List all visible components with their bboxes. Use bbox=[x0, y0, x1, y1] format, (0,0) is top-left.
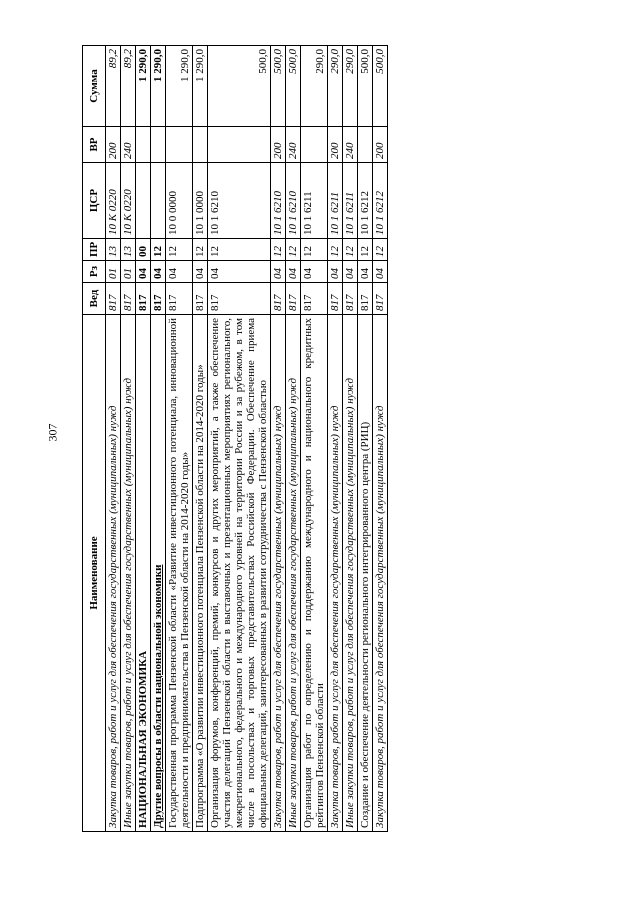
cell-csr: 10 1 6210 bbox=[271, 163, 286, 239]
cell-name: Государственная программа Пензенской области «Развитие инвестиционного потенциала, инновационной деятельности и предпринимательства в Пензенской области на 2014-2020 годы» bbox=[166, 315, 193, 832]
cell-ved: 817 bbox=[373, 283, 388, 315]
cell-sum: 1 290,0 bbox=[193, 46, 208, 127]
cell-vr bbox=[136, 127, 151, 163]
table-row bbox=[271, 46, 286, 832]
cell-vr: 240 bbox=[286, 127, 301, 163]
cell-vr: 200 bbox=[373, 127, 388, 163]
cell-pr: 12 bbox=[358, 239, 373, 261]
page-number: 307 bbox=[45, 423, 60, 442]
cell-pr: 12 bbox=[373, 239, 388, 261]
cell-ved: 817 bbox=[328, 283, 343, 315]
header-vr: ВР bbox=[83, 127, 106, 163]
cell-name: Закупка товаров, работ и услуг для обеспечения государственных (муниципальных) нужд bbox=[373, 315, 388, 832]
cell-ved: 817 bbox=[106, 283, 121, 315]
cell-name: Другие вопросы в области национальной экономики bbox=[151, 315, 166, 832]
cell-pr: 12 bbox=[328, 239, 343, 261]
budget-table bbox=[82, 45, 388, 832]
table-row bbox=[301, 46, 328, 832]
cell-ved: 817 bbox=[121, 283, 136, 315]
cell-ved: 817 bbox=[358, 283, 373, 315]
cell-vr bbox=[151, 127, 166, 163]
header-csr: ЦСР bbox=[83, 163, 106, 239]
cell-name: Организация форумов, конференций, премий, конкурсов и других мероприятий, а также обеспечение участия делегаций Пензенской области в выставочных и презентационных мероприятиях регионального, межрегионального, федерального и международного уровней на территории России и за рубежом, в том числе в посольствах и торговых представительствах Российской Федерации. Обеспечение приема официальных делегаций, заинтересованных в развитии сотрудничества с Пензенской областью bbox=[208, 315, 271, 832]
cell-pr: 12 bbox=[301, 239, 328, 261]
table-row bbox=[373, 46, 388, 832]
cell-rz: 04 bbox=[136, 261, 151, 283]
table-row bbox=[151, 46, 166, 832]
header-pr: ПР bbox=[83, 239, 106, 261]
cell-name: Иные закупки товаров, работ и услуг для обеспечения государственных (муниципальных) нужд bbox=[286, 315, 301, 832]
cell-rz: 04 bbox=[166, 261, 193, 283]
cell-sum: 290,0 bbox=[328, 46, 343, 127]
cell-csr: 10 0 0000 bbox=[166, 163, 193, 239]
cell-vr bbox=[208, 127, 271, 163]
cell-csr: 10 1 6212 bbox=[358, 163, 373, 239]
cell-sum: 500,0 bbox=[358, 46, 373, 127]
cell-sum: 290,0 bbox=[301, 46, 328, 127]
cell-sum: 1 290,0 bbox=[136, 46, 151, 127]
cell-csr: 10 1 6211 bbox=[328, 163, 343, 239]
cell-name: Закупка товаров, работ и услуг для обеспечения государственных (муниципальных) нужд bbox=[271, 315, 286, 832]
table-row bbox=[328, 46, 343, 832]
cell-vr: 240 bbox=[121, 127, 136, 163]
header-name: Наименование bbox=[83, 315, 106, 832]
cell-pr: 12 bbox=[193, 239, 208, 261]
cell-csr: 10 1 6210 bbox=[286, 163, 301, 239]
header-ved: Вед bbox=[83, 283, 106, 315]
header-row bbox=[83, 46, 106, 832]
cell-sum: 500,0 bbox=[286, 46, 301, 127]
cell-rz: 04 bbox=[193, 261, 208, 283]
cell-rz: 04 bbox=[301, 261, 328, 283]
cell-csr: 10 К 0220 bbox=[121, 163, 136, 239]
cell-name: Закупка товаров, работ и услуг для обеспечения государственных (муниципальных) нужд bbox=[106, 315, 121, 832]
cell-sum: 1 290,0 bbox=[151, 46, 166, 127]
cell-name: НАЦИОНАЛЬНАЯ ЭКОНОМИКА bbox=[136, 315, 151, 832]
cell-csr: 10 1 6210 bbox=[208, 163, 271, 239]
cell-ved: 817 bbox=[301, 283, 328, 315]
table-row bbox=[136, 46, 151, 832]
cell-ved: 817 bbox=[151, 283, 166, 315]
cell-name: Организация работ по определению и поддержанию международного и национального кредитных рейтингов Пензенской области bbox=[301, 315, 328, 832]
cell-sum: 500,0 bbox=[373, 46, 388, 127]
cell-name: Создание и обеспечение деятельности регионального интегрированного центра (РИЦ) bbox=[358, 315, 373, 832]
table-row bbox=[106, 46, 121, 832]
cell-sum: 500,0 bbox=[271, 46, 286, 127]
cell-rz: 04 bbox=[328, 261, 343, 283]
cell-rz: 01 bbox=[121, 261, 136, 283]
cell-rz: 04 bbox=[373, 261, 388, 283]
cell-ved: 817 bbox=[136, 283, 151, 315]
cell-vr bbox=[301, 127, 328, 163]
cell-pr: 12 bbox=[271, 239, 286, 261]
table-row bbox=[358, 46, 373, 832]
cell-name: Иные закупки товаров, работ и услуг для обеспечения государственных (муниципальных) нужд bbox=[343, 315, 358, 832]
cell-pr: 12 bbox=[208, 239, 271, 261]
table-row bbox=[343, 46, 358, 832]
table-row bbox=[193, 46, 208, 832]
cell-ved: 817 bbox=[271, 283, 286, 315]
cell-pr: 12 bbox=[166, 239, 193, 261]
cell-rz: 04 bbox=[151, 261, 166, 283]
cell-pr: 13 bbox=[121, 239, 136, 261]
cell-csr bbox=[151, 163, 166, 239]
cell-vr bbox=[358, 127, 373, 163]
table-row bbox=[286, 46, 301, 832]
cell-csr: 10 К 0220 bbox=[106, 163, 121, 239]
cell-rz: 04 bbox=[343, 261, 358, 283]
cell-pr: 12 bbox=[343, 239, 358, 261]
cell-ved: 817 bbox=[343, 283, 358, 315]
cell-name: Закупка товаров, работ и услуг для обеспечения государственных (муниципальных) нужд bbox=[328, 315, 343, 832]
cell-rz: 04 bbox=[286, 261, 301, 283]
cell-sum: 89,2 bbox=[106, 46, 121, 127]
cell-vr: 200 bbox=[271, 127, 286, 163]
cell-pr: 12 bbox=[151, 239, 166, 261]
cell-name: Иные закупки товаров, работ и услуг для обеспечения государственных (муниципальных) нужд bbox=[121, 315, 136, 832]
cell-rz: 04 bbox=[271, 261, 286, 283]
cell-vr bbox=[193, 127, 208, 163]
cell-rz: 04 bbox=[208, 261, 271, 283]
header-rz: Рз bbox=[83, 261, 106, 283]
table-body bbox=[106, 46, 388, 832]
cell-pr: 12 bbox=[286, 239, 301, 261]
cell-vr: 200 bbox=[328, 127, 343, 163]
cell-pr: 00 bbox=[136, 239, 151, 261]
cell-ved: 817 bbox=[166, 283, 193, 315]
cell-rz: 04 bbox=[358, 261, 373, 283]
cell-ved: 817 bbox=[286, 283, 301, 315]
cell-sum: 1 290,0 bbox=[166, 46, 193, 127]
cell-csr: 10 1 0000 bbox=[193, 163, 208, 239]
cell-name: Подпрограмма «О развитии инвестиционного потенциала Пензенской области на 2014-2020 годы» bbox=[193, 315, 208, 832]
cell-csr: 10 1 6212 bbox=[373, 163, 388, 239]
cell-csr bbox=[136, 163, 151, 239]
budget-table-container bbox=[82, 46, 560, 832]
cell-pr: 13 bbox=[106, 239, 121, 261]
cell-sum: 500,0 bbox=[208, 46, 271, 127]
table-row bbox=[208, 46, 271, 832]
table-row bbox=[121, 46, 136, 832]
cell-vr: 200 bbox=[106, 127, 121, 163]
cell-rz: 01 bbox=[106, 261, 121, 283]
cell-ved: 817 bbox=[193, 283, 208, 315]
table-row bbox=[166, 46, 193, 832]
cell-sum: 89,2 bbox=[121, 46, 136, 127]
cell-ved: 817 bbox=[208, 283, 271, 315]
cell-csr: 10 1 6211 bbox=[343, 163, 358, 239]
cell-csr: 10 1 6211 bbox=[301, 163, 328, 239]
cell-vr bbox=[166, 127, 193, 163]
cell-sum: 290,0 bbox=[343, 46, 358, 127]
cell-vr: 240 bbox=[343, 127, 358, 163]
header-sum: Сумма bbox=[83, 46, 106, 127]
